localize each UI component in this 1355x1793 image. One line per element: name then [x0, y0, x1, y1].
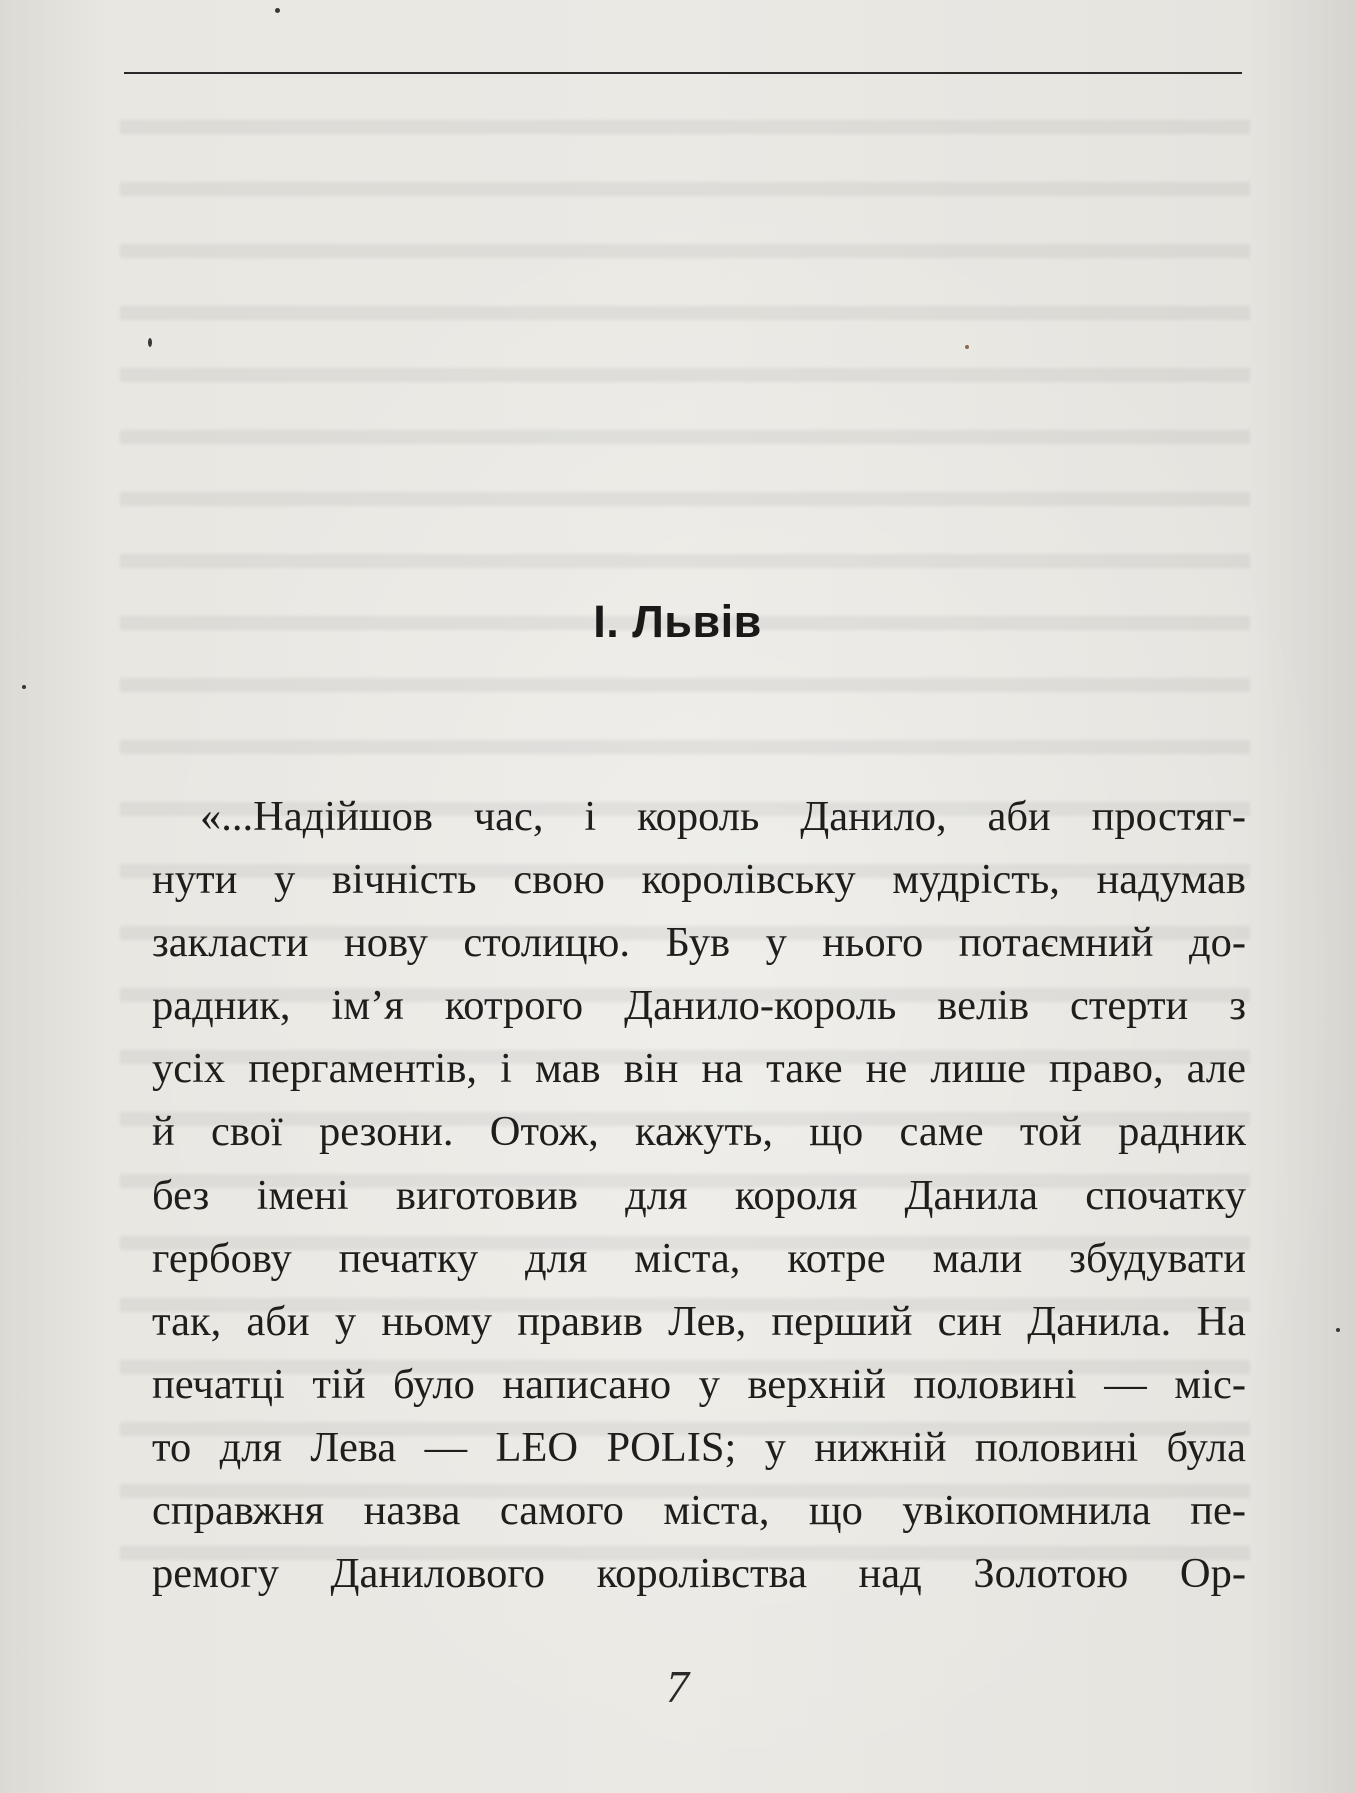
print-speck: [148, 338, 152, 347]
text-line: нути у вічність свою королівську мудрість, надумав: [152, 856, 1246, 904]
body-text: [152, 785, 1246, 1605]
page-number: 7: [666, 1661, 689, 1712]
text-line: так, аби у ньому правив Лев, перший син Данила. На: [152, 1297, 1246, 1345]
text-line: без імені виготовив для короля Данила спочатку: [152, 1171, 1246, 1219]
print-speck: [1336, 1328, 1340, 1332]
print-speck: [275, 8, 280, 13]
text-line: «...Надійшов час, і король Данило, аби простяг-: [200, 793, 1246, 840]
header-rule: [124, 72, 1242, 74]
text-line: ремогу Данилового королівства над Золотою Ор-: [152, 1550, 1246, 1598]
text-line: справжня назва самого міста, що увікопомнила пе-: [152, 1487, 1246, 1535]
text-line: гербову печатку для міста, котре мали збудувати: [152, 1234, 1246, 1282]
chapter-title: І. Львів: [593, 596, 762, 647]
print-speck: [22, 685, 26, 689]
text-line: то для Лева — LEO POLIS; у нижній половині була: [152, 1423, 1246, 1471]
print-speck: [965, 345, 969, 349]
text-line: й свої резони. Отож, кажуть, що саме той радник: [152, 1108, 1246, 1156]
text-line: печатці тій було написано у верхній половині — міс-: [152, 1360, 1246, 1408]
text-line: усіх пергаментів, і мав він на таке не лише право, але: [152, 1045, 1246, 1093]
text-line: закласти нову столицю. Був у нього потаємний до-: [152, 919, 1246, 967]
text-line: радник, ім’я котрого Данило-король велів стерти з: [152, 982, 1246, 1030]
